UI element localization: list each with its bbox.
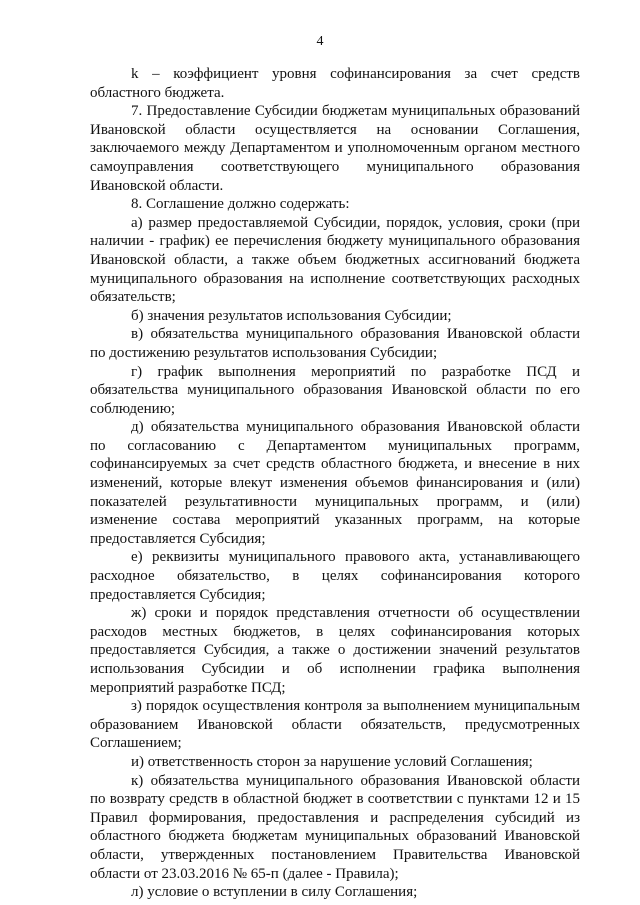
list-item-e: е) реквизиты муниципального правового акта, устанавливающего расходное обязательство, в целях софинансирования которого предоставляется Субсидия; [90,549,580,603]
list-item-a: а) размер предоставляемой Субсидии, порядок, условия, сроки (при наличии - график) ее перечисления бюджету муниципального образования Ивановской области, а также объем бюджетных ассигнований бюджета муниципального образования на исполнение соответствующих расходных обязательств; [90,214,580,306]
list-item-zh: ж) сроки и порядок представления отчетности об осуществлении расходов местных бюджетов, в целях софинансирования которых предоставляется Субсидия, а также о достижении значений результатов использования Субсидии и об исполнении графика выполнения мероприятий разработке ПСД; [90,605,580,696]
list-item-l: л) условие о вступлении в силу Соглашения; [131,884,418,901]
paragraph-k-coefficient: k – коэффициент уровня софинансирования за счет средств областного бюджета. [90,66,580,101]
page-number: 4 [316,34,324,49]
list-item-i: и) ответственность сторон за нарушение условий Соглашения; [131,753,533,770]
list-item-b: б) значения результатов использования Субсидии; [131,307,452,324]
list-item-v: в) обязательства муниципального образования Ивановской области по достижению результатов использования Субсидии; [90,326,580,361]
document-body [90,65,580,902]
list-item-d: д) обязательства муниципального образования Ивановской области по согласованию с Департаментом муниципальных программ, софинансируемых за счет средств областного бюджета, и внесение в них изменений, которые влекут изменения объемов финансирования и (или) показателей результативности муниципальных программ, и (или) изменение состава мероприятий указанных программ, на которые предоставляется Субсидия; [90,419,580,547]
paragraph-7: 7. Предоставление Субсидии бюджетам муниципальных образований Ивановской области осуществляется на основании Соглашения, заключаемого между Департаментом и уполномоченным органом местного самоуправления соответствующего муниципального образования Ивановской области. [90,103,580,194]
paragraph-8: 8. Соглашение должно содержать: [131,196,350,213]
list-item-g: г) график выполнения мероприятий по разработке ПСД и обязательства муниципального образования Ивановской области по его соблюдению; [90,363,580,417]
list-item-k: к) обязательства муниципального образования Ивановской области по возврату средств в областной бюджет в соответствии с пунктами 12 и 15 Правил формирования, предоставления и распределения субсидий из областного бюджета бюджетам муниципальных образований Ивановской области, утвержденных постановлением Правительства Ивановской области от 23.03.2016 № 65-п (далее - Правила); [90,772,580,882]
list-item-z: з) порядок осуществления контроля за выполнением муниципальным образованием Ивановской области обязательств, предусмотренных Соглашением; [90,698,580,752]
